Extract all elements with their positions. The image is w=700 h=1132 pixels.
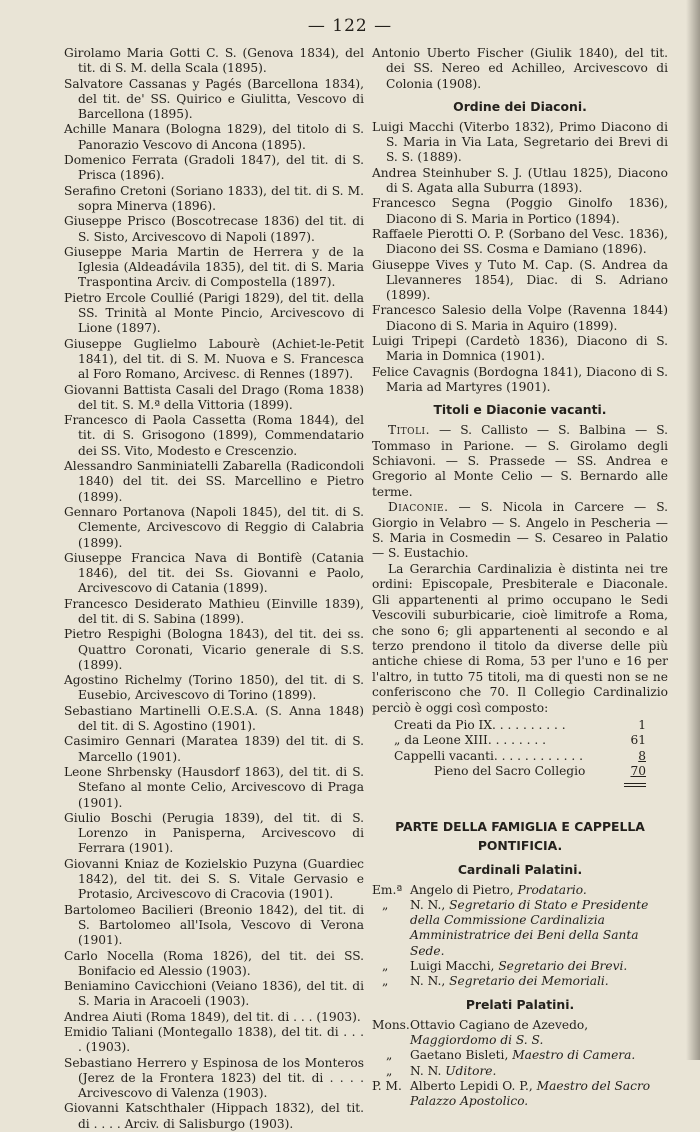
tally-total-value: 70 (630, 764, 646, 779)
office-role: Maestro di Camera. (512, 1048, 636, 1063)
diaconie-vacanti-paragraph (372, 500, 668, 562)
cardinal-entry: Alessandro Sanminiatelli Zabarella (Radicondoli 1840) del tit. dei SS. Marcellino e Pietro (1899). (64, 459, 364, 504)
office-prefix: „ (382, 959, 389, 974)
cardinal-entry: Sebastiano Herrero y Espinosa de los Monteros (Jerez de la Frontera 1823) del tit. di . . . . Arcivescovo di Valenza (1903). (64, 1055, 364, 1101)
cardinal-entry: Bartolomeo Bacilieri (Breonio 1842), del tit. di S. Bartolomeo all'Isola, Vescovo di Verona (1901). (64, 902, 364, 948)
office-name: N. N. (410, 1063, 442, 1078)
tally-value: 1 (638, 717, 646, 732)
office-role: Maestro del Sacro Palazzo Apostolico. (410, 1078, 651, 1109)
titoli-vacanti-paragraph (372, 423, 668, 500)
office-entry (372, 1048, 668, 1063)
palatini-heading: Cardinali Palatini. (457, 861, 583, 877)
office-prefix: Mons. (372, 1017, 410, 1032)
office-entry (372, 1064, 668, 1079)
office-name: Luigi Macchi, (410, 959, 495, 974)
cardinal-entry: Andrea Aiuti (Roma 1849), del tit. di . . . (1903). (64, 1009, 361, 1024)
office-role: Segretario dei Memoriali. (449, 974, 609, 989)
cardinal-entry: Giovanni Katschthaler (Hippach 1832), del tit. di . . . . Arciv. di Salisburgo (1903). (64, 1101, 364, 1131)
cardinal-entry: Carlo Nocella (Roma 1826), del tit. dei SS. Bonifacio ed Alessio (1903). (64, 948, 364, 978)
office-entry (372, 898, 668, 959)
total-double-rule (624, 783, 646, 787)
office-prefix: „ (386, 1048, 393, 1063)
office-entry (372, 959, 668, 974)
diaconie-label: Diaconie. (388, 500, 449, 515)
tally-label: Creati da Pio IX. . . . . . . . . . (394, 717, 566, 732)
page-edge-shadow (686, 0, 700, 1060)
office-role: Prodatario. (517, 882, 587, 897)
page-number: — 122 — (307, 16, 393, 36)
office-name: N. N., (410, 974, 446, 989)
tally-total-label: Pieno del Sacro Collegio (434, 764, 586, 779)
cardinal-entry: Francesco di Paola Cassetta (Roma 1844), del tit. di S. Grisogono (1899), Commendatario dei SS. Vito, Modesto e Crescenzio. (64, 413, 364, 458)
cardinal-entry: Pietro Ercole Coullié (Parigi 1829), del tit. della SS. Trinità al Monte Pincio, Arcivescovo di Lione (1897). (64, 290, 364, 336)
famiglia-heading: PARTE DELLA FAMIGLIA E CAPPELLA PONTIFICIA. (395, 818, 645, 853)
office-prefix: „ (382, 897, 389, 912)
right-column (372, 46, 668, 1109)
tally-total-row (372, 764, 668, 779)
tally-label: Cappelli vacanti. . . . . . . . . . . . (394, 748, 583, 763)
office-name: N. N., (410, 897, 446, 912)
office-entry (372, 974, 668, 989)
cardinal-entry: Serafino Cretoni (Soriano 1833), del tit. di S. M. sopra Minerva (1896). (64, 183, 364, 213)
cardinal-entry: Sebastiano Martinelli O.E.S.A. (S. Anna 1848) del tit. di S. Agostino (1901). (64, 703, 364, 734)
cardinal-entry: Salvatore Cassanas y Pagés (Barcellona 1834), del tit. de' SS. Quirico e Giulitta, Vescovo di Barcellona (1895). (64, 76, 364, 122)
office-entry (372, 883, 668, 898)
cardinal-entry: Giuseppe Guglielmo Labourè (Achiet-le-Petit 1841), del tit. di S. M. Nuova e S. Francesca al Foro Romano, Arcivesc. di Rennes (1897). (64, 336, 364, 382)
cardinal-entry: Emidio Taliani (Montegallo 1838), del tit. di . . . . (1903). (64, 1025, 364, 1055)
office-prefix: „ (386, 1063, 393, 1078)
deacon-entry: Giuseppe Vives y Tuto M. Cap. (S. Andrea da Llevanneres 1854), Diac. di S. Adriano (1899). (372, 257, 668, 303)
cardinal-entry: Casimiro Gennari (Maratea 1839) del tit. di S. Marcello (1901). (64, 734, 364, 764)
deacon-entry: Felice Cavagnis (Bordogna 1841), Diacono di S. Maria ad Martyres (1901). (372, 364, 668, 394)
office-role: Segretario dei Brevi. (498, 959, 628, 974)
titoli-label: Titoli. (388, 423, 430, 438)
deacon-entry: Francesco Salesio della Volpe (Ravenna 1844) Diacono di S. Maria in Aquiro (1899). (372, 303, 668, 333)
office-name: Gaetano Bisleti, (410, 1048, 509, 1063)
tally-row (372, 733, 668, 748)
cardinal-entry: Giovanni Battista Casali del Drago (Roma 1838) del tit. S. M.ª della Vittoria (1899). (64, 382, 364, 412)
office-role: Maggiordomo di S. S. (410, 1032, 544, 1047)
diaconie-text: — S. Nicola in Carcere — S. Giorgio in Velabro — S. Angelo in Pescheria — S. Maria in Cosmedin — S. Cesareo in Palatio — S. Eustachio. (372, 500, 669, 561)
office-role: Uditore. (445, 1063, 497, 1078)
cardinal-entry: Francesco Desiderato Mathieu (Einville 1839), del tit. di S. Sabina (1899). (64, 596, 364, 626)
cardinal-entry: Leone Shrbensky (Hausdorf 1863), del tit. di S. Stefano al monte Celio, Arcivescovo di Praga (1901). (64, 764, 364, 810)
cardinal-entry: Girolamo Maria Gotti C. S. (Genova 1834), del tit. di S. M. della Scala (1895). (64, 46, 364, 76)
cardinal-entry: Pietro Respighi (Bologna 1843), del tit. dei ss. Quattro Coronati, Vicario generale di S.S. (1899). (64, 627, 364, 672)
cardinal-entry: Gennaro Portanova (Napoli 1845), del tit. di S. Clemente, Arcivescovo di Reggio di Calabria (1899). (64, 504, 364, 550)
office-prefix: P. M. (372, 1078, 402, 1093)
college-tally (372, 718, 668, 787)
tally-value: 61 (630, 733, 646, 748)
cardinal-entry: Agostino Richelmy (Torino 1850), del tit. di S. Eusebio, Arcivescovo di Torino (1899). (64, 673, 364, 703)
cardinal-entry: Giulio Boschi (Perugia 1839), del tit. di S. Lorenzo in Panisperna, Arcivescovo di Ferrara (1901). (64, 810, 364, 856)
cardinal-entry: Giuseppe Francica Nava di Bontifè (Catania 1846), del tit. dei Ss. Giovanni e Paolo, Arcivescovo di Catania (1899). (64, 550, 364, 596)
office-prefix: „ (382, 974, 389, 989)
cardinal-entry: Giovanni Kniaz de Kozielskio Puzyna (Guardiec 1842), del tit. dei S. S. Vitale Gervasio e Protasio, Arcivescovo di Cracovia (1901). (64, 856, 364, 902)
gerarchia-paragraph: La Gerarchia Cardinalizia è distinta nei tre ordini: Episcopale, Presbiterale e Diaconale. Gli appartenenti al primo occupano le Sedi Vescovili suburbicarie, cioè limitrofe a Roma, che sono 6; gli appartenenti al secondo e al terzo prendono il titolo da diverse delle più antiche chiese di Roma, 53 per l'uno e 16 per l'altro, in tutto 75 titoli, ma di questi non se ne conferiscono che 70. Il Collegio Cardinalizio perciò è oggi così composto: (372, 561, 668, 715)
deacon-entry: Luigi Macchi (Viterbo 1832), Primo Diacono di S. Maria in Via Lata, Segretario dei Brevi di S. S. (1889). (372, 119, 668, 165)
office-entry (372, 1018, 668, 1049)
cardinal-entry: Domenico Ferrata (Gradoli 1847), del tit. di S. Prisca (1896). (64, 153, 364, 183)
office-name: Ottavio Cagiano de Azevedo, (410, 1017, 589, 1032)
vacant-heading: Titoli e Diaconie vacanti. (433, 402, 607, 418)
office-role: Segretario di Stato e Presidente della Commissione Cardinalizia Amministratrice dei Beni della Santa Sede. (410, 897, 649, 958)
cardinal-entry: Antonio Uberto Fischer (Giulik 1840), del tit. dei SS. Nereo ed Achilleo, Arcivescovo di Colonia (1908). (372, 46, 668, 91)
tally-value: 8 (638, 748, 646, 763)
tally-row (372, 718, 668, 733)
deacon-entry: Luigi Tripepi (Cardetò 1836), Diacono di S. Maria in Domnica (1901). (372, 334, 668, 364)
deacon-entry: Andrea Steinhuber S. J. (Utlau 1825), Diacono di S. Agata alla Suburra (1893). (372, 165, 668, 196)
prelati-heading: Prelati Palatini. (465, 996, 575, 1012)
office-entry (372, 1079, 668, 1110)
office-prefix: Em.ª (372, 882, 403, 897)
titoli-text: — S. Callisto — S. Balbina — S. Tommaso in Parione. — S. Girolamo degli Schiavoni. — S. Prassede — SS. Andrea e Gregorio al Monte Celio — S. Bernardo alle terme. (372, 423, 668, 499)
cardinal-entry: Beniamino Cavicchioni (Veiano 1836), del tit. di S. Maria in Aracoeli (1903). (64, 979, 364, 1009)
office-name: Angelo di Pietro, (410, 882, 514, 897)
cardinal-entry: Achille Manara (Bologna 1829), del titolo di S. Panorazio Vescovo di Ancona (1895). (64, 122, 364, 152)
deacon-entry: Francesco Segna (Poggio Ginolfo 1836), Diacono di S. Maria in Portico (1894). (372, 196, 668, 226)
cardinal-entry: Giuseppe Prisco (Boscotrecase 1836) del tit. di S. Sisto, Arcivescovo di Napoli (1897). (64, 214, 364, 244)
deacon-entry: Raffaele Pierotti O. P. (Sorbano del Vesc. 1836), Diacono dei SS. Cosma e Damiano (1896). (372, 226, 668, 257)
left-column (64, 46, 364, 1132)
diaconi-heading: Ordine dei Diaconi. (453, 98, 587, 114)
cardinal-entry: Giuseppe Maria Martin de Herrera y de la Iglesia (Aldeadávila 1835), del tit. di S. Maria Traspontina Arciv. di Compostella (1897). (64, 244, 364, 290)
tally-row (372, 749, 668, 764)
office-name: Alberto Lepidi O. P., (410, 1078, 533, 1093)
tally-label: „ da Leone XIII. . . . . . . . (394, 733, 546, 748)
